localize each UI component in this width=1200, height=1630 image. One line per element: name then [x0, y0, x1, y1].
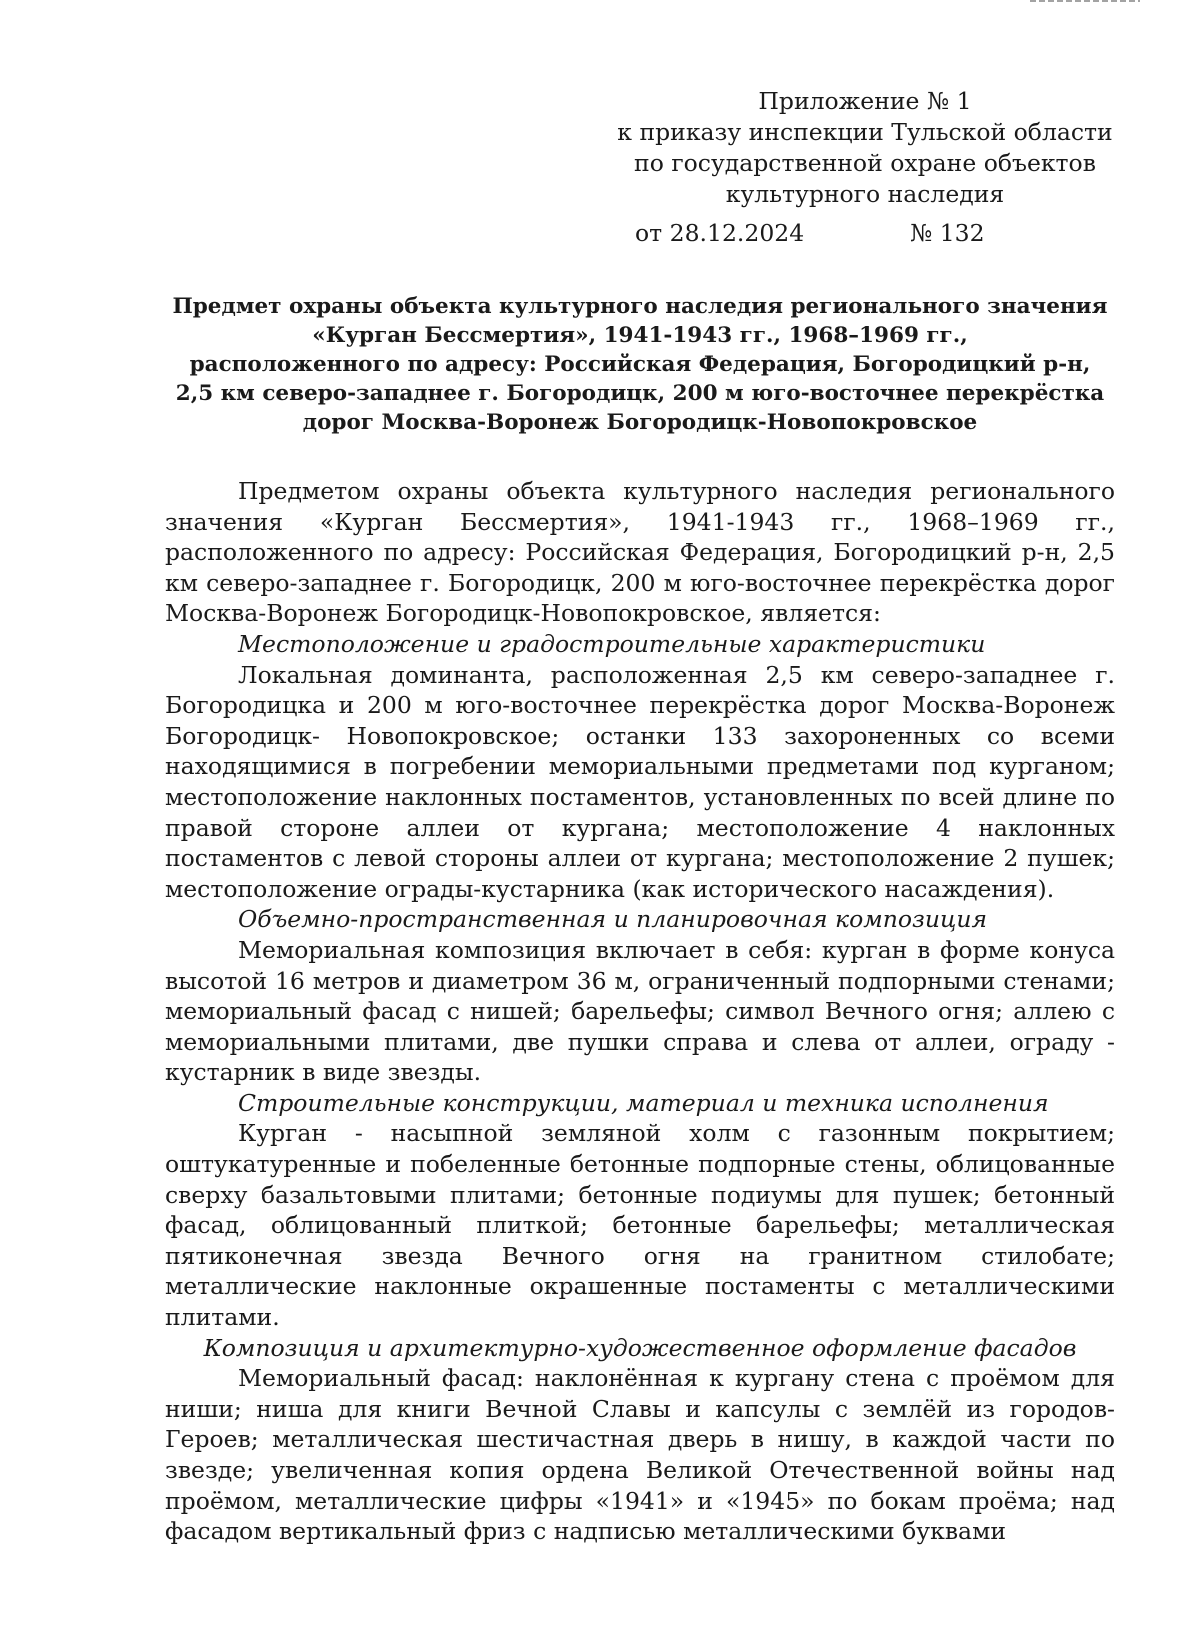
title-line-2: «Курган Бессмертия», 1941-1943 гг., 1968–1969 гг.,: [312, 323, 968, 348]
section-heading-location: Местоположение и градостроительные характеристики: [238, 629, 986, 658]
scan-artifact: [1030, 0, 1140, 2]
appendix-org-line: по государственной охране объектов: [634, 149, 1096, 177]
order-date: от 28.12.2024: [635, 219, 805, 247]
title-line-3: расположенного по адресу: Российская Федерация, Богородицкий р-н,: [189, 352, 1091, 377]
section-text-construction: Курган - насыпной земляной холм с газонным покрытием; оштукатуренные и побеленные бетонные подпорные стены, облицованные сверху базальтовыми плитами; бетонные подиумы для пушек; бетонный фасад, облицованный плиткой; бетонные барельефы; металлическая пятиконечная звезда Вечного огня на гранитном стилобате; металлические наклонные окрашенные постаменты с металлическими плитами.: [165, 1119, 1115, 1332]
appendix-header: [610, 86, 1120, 210]
section-heading-facades: Композиция и архитектурно-художественное оформление фасадов: [203, 1333, 1077, 1362]
section-text-facades: Мемориальный фасад: наклонённая к кургану стена с проёмом для ниши; ниша для книги Вечной Славы и капсулы с землёй из городов-Героев; металлическая шестичастная дверь в нишу, в каждой части по звезде; увеличенная копия ордена Великой Отечественной войны над проёмом, металлические цифры «1941» и «1945» по бокам проёма; над фасадом вертикальный фриз с надписью металлическими буквами: [165, 1364, 1115, 1546]
appendix-title: Приложение № 1: [758, 87, 972, 115]
section-heading-construction: Строительные конструкции, материал и техника исполнения: [238, 1088, 1049, 1117]
section-text-composition: Мемориальная композиция включает в себя: курган в форме конуса высотой 16 метров и диаметром 36 м, ограниченный подпорными стенами; мемориальный фасад с нишей; барельефы; символ Вечного огня; аллею с мемориальными плитами, две пушки справа и слева от аллеи, ограду - кустарник в виде звезды.: [165, 935, 1115, 1087]
appendix-org-line-2: культурного наследия: [725, 180, 1005, 208]
title-line-1: Предмет охраны объекта культурного наследия регионального значения: [172, 294, 1108, 319]
title-line-5: дорог Москва-Воронеж Богородицк-Новопокровское: [302, 410, 978, 435]
document-body: [165, 476, 1115, 1547]
order-date-number: [635, 218, 985, 249]
section-heading-composition: Объемно-пространственная и планировочная композиция: [238, 905, 988, 934]
document-title: [160, 292, 1120, 437]
appendix-order-ref: к приказу инспекции Тульской области: [617, 118, 1113, 146]
title-line-4: 2,5 км северо-западнее г. Богородицк, 200 м юго-восточнее перекрёстка: [175, 381, 1105, 406]
intro-paragraph: Предметом охраны объекта культурного наследия регионального значения «Курган Бессмертия», 1941-1943 гг., 1968–1969 гг., расположенного по адресу: Российская Федерация, Богородицкий р-н, 2,5 км северо-западнее г. Богородицк, 200 м юго-восточнее перекрёстка дорог Москва-Воронеж Богородицк-Новопокровское, является:: [165, 477, 1115, 628]
order-number: № 132: [910, 219, 985, 247]
section-text-location: Локальная доминанта, расположенная 2,5 км северо-западнее г. Богородицка и 200 м юго-восточнее перекрёстка дорог Москва-Воронеж Богородицк- Новопокровское; останки 133 захороненных со всеми находящимися в погребении мемориальными предметами под курганом; местоположение наклонных постаментов, установленных по всей длине по правой стороне аллеи от кургана; местоположение 4 наклонных постаментов с левой стороны аллеи от кургана; местоположение 2 пушек; местоположение ограды-кустарника (как исторического насаждения).: [165, 660, 1115, 903]
